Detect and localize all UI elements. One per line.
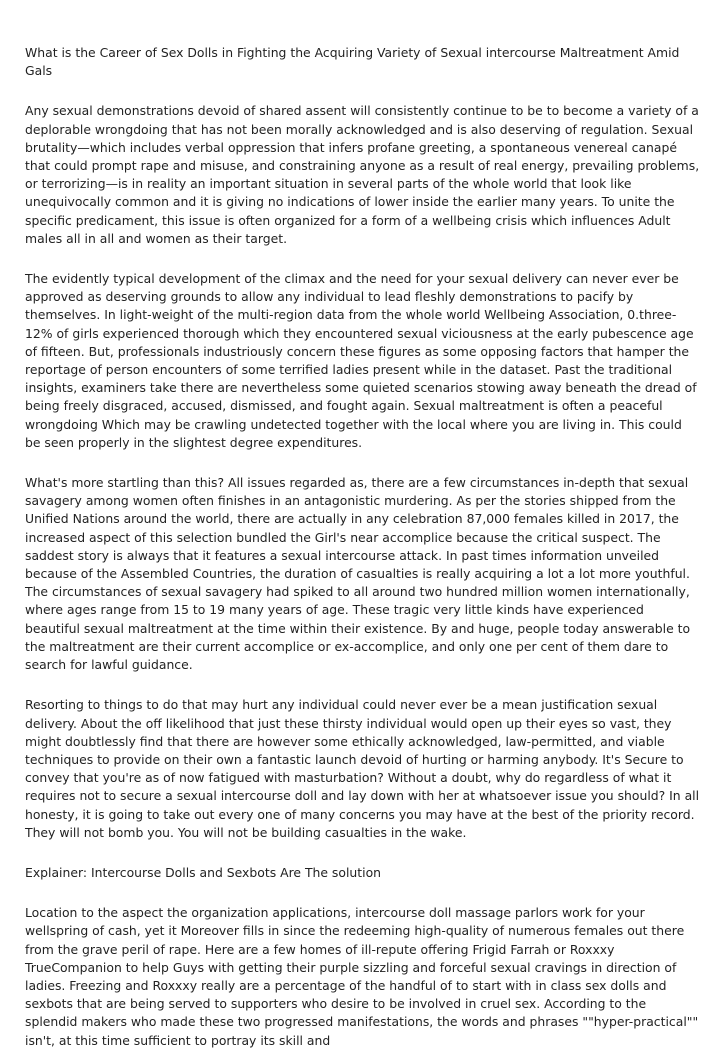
article-title: What is the Career of Sex Dolls in Fighting the Acquiring Variety of Sexual intercourse Maltreatment Amid Gals [25,45,680,79]
paragraph-4: Resorting to things to do that may hurt any individual could never ever be a mean justification sexual delivery. About the off likelihood that just these thirsty individual would open up their eyes so vast, they might doubtlessly find that there are however some ethically acknowledged, law-permitted, and viable techniques to provide on their own a fantastic launch devoid of hurting or harming anybody. It's Secure to convey that you're as of now fatigued with masturbation? Without a doubt, why do regardless of what it requires not to secure a sexual intercourse doll and lay down with her at whatsoever issue you should? In all honesty, it is going to take out every one of many concerns you may have at the best of the priority record. They will not bomb you. You will not be building casualties in the wake. [25,697,700,840]
section-subheading: Explainer: Intercourse Dolls and Sexbots Are The solution [25,864,382,880]
paragraph-5: Location to the aspect the organization applications, intercourse doll massage parlors work for your wellspring of cash, yet it Moreover fills in since the redeeming high-quality of numerous females out there from the grave peril of rape. Here are a few homes of ill-repute offering Frigid Farrah or Roxxxy TrueCompanion to help Guys with getting their purple sizzling and forceful sexual cravings in direction of ladies. Freezing and Roxxxy really are a percentage of the handful of to start with in class sex dolls and sexbots that are being served to supporters who desire to be involved in cruel sex. According to the splendid makers who made these two progressed manifestations, the words and phrases ""hyper-practical"" isn't, at this time sufficient to portray its skill and [25,905,699,1048]
paragraph-3: What's more startling than this? All issues regarded as, there are a few circumstances in-depth that sexual savagery among women often finishes in an antagonistic murdering. As per the stories shipped from the Unified Nations around the world, there are actually in any celebration 87,000 females killed in 2017, the increased aspect of this selection bundled the Girl's near accomplice because the critical suspect. The saddest story is always that it features a sexual intercourse attack. In past times information unveiled because of the Assembled Countries, the duration of casualties is really acquiring a lot a lot more youthful. The circumstances of sexual savagery had spiked to all around two hundred million women internationally, where ages range from 15 to 19 many years of age. These tragic very little kinds have experienced beautiful sexual maltreatment at the time within their existence. By and huge, people today answerable to the maltreatment are their current accomplice or ex-accomplice, and only one per cent of them dare to search for lawful guidance. [25,475,691,673]
paragraph-1: Any sexual demonstrations devoid of shared assent will consistently continue to be to become a variety of a deplorable wrongdoing that has not been morally acknowledged and is also deserving of regulation. Sexual brutality—which includes verbal oppression that infers profane greeting, a spontaneous venereal canapé that could prompt rape and misuse, and constraining anyone as a result of real energy, prevailing problems, or terrorizing—is in reality an important situation in several parts of the whole world that look like unequivocally common and it is giving no indications of lower inside the earlier many years. To unite the specific predicament, this issue is often organized for a form of a wellbeing crisis which influences Adult males all in all and women as their target. [25,103,700,246]
paragraph-2: The evidently typical development of the climax and the need for your sexual delivery can never ever be approved as deserving grounds to allow any individual to lead fleshly demonstrations to pacify by themselves. In light-weight of the multi-region data from the whole world Wellbeing Association, 0.three-12% of girls experienced thorough which they encountered sexual viciousness at the early pubescence age of fifteen. But, professionals industriously concern these figures as some opposing factors that hamper the reportage of person encounters of some terrified ladies present while in the dataset. Past the traditional insights, examiners take there are nevertheless some quieted scenarios stowing away beneath the dread of being freely disgraced, accused, dismissed, and fought again. Sexual maltreatment is often a peaceful wrongdoing Which may be crawling undetected together with the local where you are living in. This could be seen properly in the slightest degree expenditures. [25,271,697,450]
